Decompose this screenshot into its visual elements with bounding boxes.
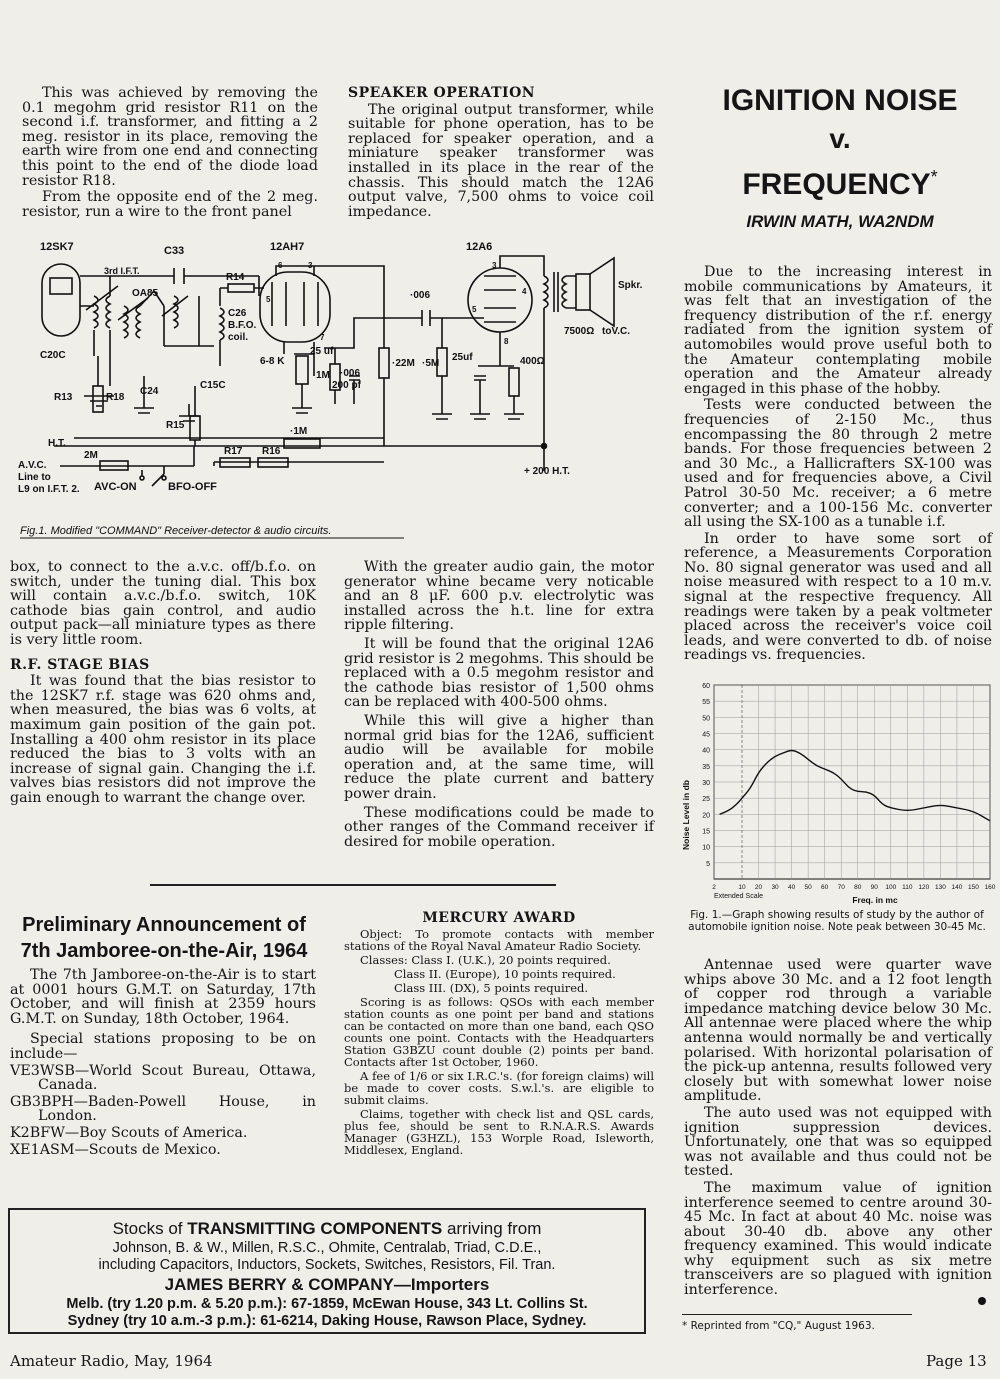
x-tick-label: 60 (821, 884, 829, 891)
label-r17: R17 (224, 446, 243, 457)
pin-label: 7 (320, 333, 325, 342)
station-name: —Scouts de Mexico. (74, 1141, 221, 1158)
ad-line-1 (10, 1218, 644, 1240)
label-12a6: 12A6 (466, 241, 493, 253)
station-item (10, 1126, 316, 1141)
chart-x-note: Extended Scale (714, 893, 764, 900)
label-200ht: + 200 H.T. (524, 466, 570, 477)
label-22m: ·22M (392, 358, 415, 369)
section-heading: R.F. STAGE BIAS (10, 656, 150, 673)
x-tick-label: 20 (754, 884, 763, 891)
article-author: IRWIN MATH, WA2NDM (746, 212, 934, 231)
ad-company: JAMES BERRY & COMPANY—Importers (164, 1275, 490, 1294)
paragraph: It was found that the bias resistor to the 12SK7 r.f. stage was 620 ohms and, when measured, the bias was 6 volts, at maximum gain position of the gain pot. Installing a 400 ohm resistor in its place reduced the bias to 3 volts with an increase of signal gain. Changing the i.f. valves bias resistors did not improve the gain enough to warrant the change over. (10, 673, 316, 806)
label-spkr: Spkr. (618, 280, 643, 291)
paragraph: Due to the increasing interest in mobile communications by Amateurs, it was felt that an investigation of the frequency distribution of the r.f. energy radiated from the ignition system of automobiles would prove useful both to the Amateur contemplating mobile operation and the Amateur already engaged in this phase of the hobby. (684, 264, 992, 397)
label-avc-l9: L9 on I.F.T. 2. (18, 484, 80, 495)
end-bullet-icon (978, 1297, 986, 1305)
valve-12ah7-envelope (260, 272, 330, 342)
y-tick-label: 30 (702, 780, 710, 787)
x-tick-label: 90 (870, 884, 878, 891)
paragraph: Claims, together with check list and QSL cards, plus fee, should be sent to R.N.A.R.S. Awards Manager (G3HZL), 153 Worple Road, Isleworth, Middlesex, England. (344, 1107, 654, 1157)
y-tick-label: 10 (702, 844, 710, 852)
x-tick-label: 140 (951, 884, 963, 891)
x-tick-label: 160 (984, 884, 996, 891)
announcement-title-line: 7th Jamboree-on-the-Air, 1964 (20, 940, 308, 962)
section-divider (150, 884, 556, 886)
y-tick-label: 55 (702, 699, 710, 707)
pin-label: 5 (266, 295, 271, 304)
paragraph: Special stations proposing to be on include— (10, 1031, 316, 1062)
label-ift: 3rd I.F.T. (104, 266, 140, 276)
footer-page-number: Page 13 (926, 1352, 987, 1370)
paragraph: From the opposite end of the 2 meg. resistor, run a wire to the front panel (22, 189, 318, 220)
label-ht: H.T. (48, 438, 66, 449)
label-r14: R14 (226, 272, 245, 283)
column-3-top (684, 265, 992, 665)
x-tick-label: 100 (885, 884, 897, 891)
paragraph: Tests were conducted between the frequencies of 2-150 Mc., thus encompassing the 80 through 2 metre bands. For those frequencies between 2 and 30 Mc., a Hallicrafters SX-100 was used and for frequencies above, a Civil Patrol 30-50 Mc. receiver; a 6 metre converter; and a 100-156 Mc. converter all using the SX-100 as a tunable i.f. (684, 397, 992, 531)
paragraph: Class II. (Europe), 10 points required. (394, 967, 616, 981)
paragraph: This was achieved by removing the 0.1 megohm grid resistor R11 on the second i.f. transformer, and fitting a 2 meg. resistor in its place, removing the earth wire from one end and connecting this point to the end of the diode load resistor R18. (22, 85, 318, 189)
label-c24: C24 (140, 386, 159, 397)
station-call: K2BFW (10, 1124, 65, 1141)
x-tick-label: 150 (968, 884, 979, 891)
label-oa85: OA85 (132, 288, 159, 299)
label-5m: ·5M (422, 358, 440, 369)
column-2-middle (344, 560, 654, 851)
ad-highlight: TRANSMITTING COMPONENTS (187, 1219, 443, 1238)
station-item (10, 1064, 316, 1093)
column-1-middle (10, 560, 316, 808)
label-25uf: 25 uf (310, 346, 334, 357)
label-c20c: C20C (40, 350, 66, 361)
column-1-top (22, 86, 318, 221)
paragraph: box, to connect to the a.v.c. off/b.f.o. on switch, under the tuning dial. This box will contain a.v.c./b.f.o. switch, 10K cathode bias gain control, and audio output pack—all miniature types as there is very little room. (10, 559, 316, 648)
announcement-body (10, 968, 316, 1157)
x-tick-label: 10 (738, 884, 746, 891)
label-r18: R18 (106, 392, 125, 403)
footer-publication: Amateur Radio, May, 1964 (10, 1352, 213, 1370)
label-r13: R13 (54, 392, 73, 403)
schematic-caption: Fig.1. Modified "COMMAND" Receiver-detector & audio circuits. (20, 525, 332, 537)
pin-label: 8 (504, 337, 509, 346)
label-avc-line: Line to (18, 472, 51, 483)
section-heading: SPEAKER OPERATION (348, 85, 536, 101)
x-tick-label: 2 (712, 884, 716, 891)
chart-x-label: Freq. in mc (852, 895, 898, 905)
ad-line: Sydney (try 10 a.m.-3 p.m.): 61-6214, Daking House, Rawson Place, Sydney. (67, 1313, 587, 1329)
paragraph: It will be found that the original 12A6 grid resistor is 2 megohms. This should be replaced with a 0.5 megohm resistor and the cathode bias resistor of 1,500 ohms can be replaced with 400-500 ohms. (344, 635, 654, 711)
title-footnote-mark: * (930, 167, 938, 187)
valve-12sk7-envelope (42, 264, 80, 336)
y-tick-label: 25 (702, 796, 710, 804)
label-tovc: toV.C. (602, 326, 630, 337)
x-tick-label: 110 (902, 884, 913, 891)
y-tick-label: 45 (702, 731, 710, 739)
x-tick-label: 50 (804, 884, 812, 891)
paragraph: Antennae used were quarter wave whips above 30 Mc. and a 12 foot length of copper rod through a variable impedance matching device below 30 Mc. All antennae were placed where the whip antenna would normally be and vertically polarised. With horizontal polarisation of the pick-up antenna, results followed very closely but with somewhat lower noise amplitude. (684, 957, 992, 1105)
noise-chart (680, 675, 996, 907)
y-tick-label: 35 (702, 763, 710, 771)
title-line: FREQUENCY (742, 168, 931, 201)
chart-y-label: Noise Level in db (681, 780, 691, 850)
label-bfo: B.F.O. (228, 320, 257, 331)
x-tick-label: 30 (771, 884, 779, 891)
footnote-divider (682, 1314, 912, 1315)
ad-line: Johnson, B. & W., Millen, R.S.C., Ohmite, Centralab, Triad, C.D.E., (112, 1240, 542, 1256)
paragraph: Scoring is as follows: QSOs with each member station counts as one point per band and stations can be contacted on more than one band, each QSO counts one point. Contacts with the Headquarters Station G3BZU count double (2) points per band. Contacts after 1st October, 1960. (344, 995, 654, 1069)
label-1m: 1M (316, 370, 330, 381)
y-tick-label: 15 (702, 828, 710, 836)
paragraph: Classes: Class I. (U.K.), 20 points required. (360, 953, 611, 967)
article-title (690, 84, 990, 202)
x-tick-label: 40 (787, 884, 796, 891)
x-tick-label: 80 (854, 884, 862, 891)
station-name: —Boy Scouts of America. (64, 1124, 248, 1141)
paragraph: The auto used was not equipped with ignition suppression devices. Unfortunately, one that was so equipped was not available and thus could not be tested. (684, 1104, 992, 1180)
station-call: VE3WSB (10, 1062, 75, 1079)
pin-label: 4 (522, 287, 527, 296)
station-name: —World Scout Bureau, Ottawa, Canada. (38, 1062, 316, 1094)
label-25uf-b: 25uf (452, 352, 473, 363)
y-tick-label: 20 (702, 812, 710, 820)
label-1m-b: ·1M (290, 426, 308, 437)
paragraph: The 7th Jamboree-on-the-Air is to start at 0001 hours G.M.T. on Saturday, 17th October, and will finish at 2359 hours G.M.T. on Sunday, 18th October, 1964. (10, 967, 316, 1027)
pin-label: 5 (472, 305, 477, 314)
y-tick-label: 40 (702, 747, 710, 755)
announcement-title-line: Preliminary Announcement of (22, 914, 306, 936)
announcement (10, 912, 318, 1159)
ad-text: arriving from (442, 1219, 542, 1238)
label-006-b: ·006 (410, 290, 431, 301)
label-12sk7: 12SK7 (40, 241, 74, 253)
label-12ah7: 12AH7 (270, 241, 305, 253)
pin-label: 3 (492, 261, 497, 270)
mercury-heading: MERCURY AWARD (422, 910, 576, 926)
paragraph: While this will give a higher than normal grid bias for the 12A6, sufficient audio will be available for mobile operation and, at the same time, will reduce the plate current and battery power drain. (344, 712, 654, 802)
station-name: —Baden-Powell House, in London. (38, 1093, 316, 1125)
footnote: * Reprinted from "CQ," August 1963. (682, 1320, 875, 1332)
label-r16: R16 (262, 446, 281, 457)
y-tick-label: 50 (702, 715, 710, 723)
paragraph: Class III. (DX), 5 points required. (394, 981, 589, 995)
label-avc-on: AVC-ON (94, 481, 137, 493)
label-7500: 7500Ω (564, 326, 595, 337)
title-line: v. (829, 123, 851, 154)
label-c33: C33 (164, 245, 185, 257)
label-bfo-off: BFO-OFF (168, 481, 217, 493)
mercury-award (344, 912, 654, 1158)
y-tick-label: 5 (706, 860, 710, 868)
paragraph: Object: To promote contacts with member stations of the Royal Naval Amateur Radio Society. (344, 927, 654, 953)
label-c15c: C15C (200, 380, 226, 391)
pin-label: 6 (278, 261, 283, 270)
title-line: IGNITION NOISE (722, 84, 958, 117)
graph-caption: Fig. 1.—Graph showing results of study by the author of automobile ignition noise. Note peak between 30-45 Mc. (688, 909, 986, 933)
y-tick-label: 60 (702, 683, 710, 690)
title-line-3 (690, 160, 990, 202)
label-avc: A.V.C. (18, 460, 47, 471)
label-coil: coil. (228, 332, 249, 343)
chart-x-ticks (712, 884, 996, 891)
column-2-top (348, 86, 654, 221)
paragraph: These modifications could be made to other ranges of the Command receiver if desired for mobile operation. (344, 804, 654, 850)
station-call: GB3BPH (10, 1093, 74, 1110)
paragraph: The maximum value of ignition interference seemed to centre around 30-45 Mc. In fact at about 40 Mc. noise was about 30-40 db. above any other frequency examined. This would indicate why equipment such as six metre transceivers are so plagued with ignition interference. (684, 1179, 992, 1299)
ad-text: Stocks of (112, 1219, 188, 1238)
paragraph: The original output transformer, while suitable for phone operation, has to be replaced for speaker operation, and a miniature speaker transformer was installed in its place in the rear of the chassis. This should match the 12A6 output valve, 7,500 ohms to voice coil impedance. (348, 101, 654, 220)
label-006: ·006 (340, 368, 361, 379)
schematic-diagram (14, 236, 654, 546)
label-r15: R15 (166, 420, 185, 431)
paragraph: With the greater audio gain, the motor generator whine became very noticable and an 8 μF. 600 p.v. electrolytic was installed across the h.t. line for extra ripple filtering. (344, 559, 654, 634)
label-200pf: 200 pf (332, 380, 361, 391)
station-item (10, 1095, 316, 1124)
x-tick-label: 70 (837, 884, 845, 891)
column-3-bottom (684, 958, 992, 1300)
label-2m: 2M (84, 450, 98, 461)
x-tick-label: 120 (918, 884, 930, 891)
label-6-8k: 6-8 K (260, 356, 285, 367)
pin-label: 3 (308, 261, 313, 270)
station-item (10, 1143, 316, 1158)
x-tick-label: 130 (934, 884, 946, 891)
label-400: 400Ω (520, 356, 545, 367)
ad-line: including Capacitors, Inductors, Sockets, Switches, Resistors, Fil. Tran. (98, 1257, 556, 1273)
station-call: XE1ASM (10, 1141, 75, 1158)
paragraph: A fee of 1/6 or six I.R.C.'s. (for foreign claims) will be made to cover costs. S.w.l.'s. are eligible to submit claims. (344, 1069, 654, 1107)
label-c26: C26 (228, 308, 247, 319)
paragraph: In order to have some sort of reference, a Measurements Corporation No. 80 signal generator was used and all noise measured with respect to a 10 m.v. signal at the respective frequency. All readings were taken by a peak voltmeter placed across the receiver's voice coil leads, and were converted to db. of noise readings vs. frequencies. (684, 530, 992, 664)
ad-line: Melb. (try 1.20 p.m. & 5.20 p.m.): 67-1859, McEwan House, 343 Lt. Collins St. (66, 1296, 588, 1312)
advertisement-box (8, 1208, 646, 1334)
